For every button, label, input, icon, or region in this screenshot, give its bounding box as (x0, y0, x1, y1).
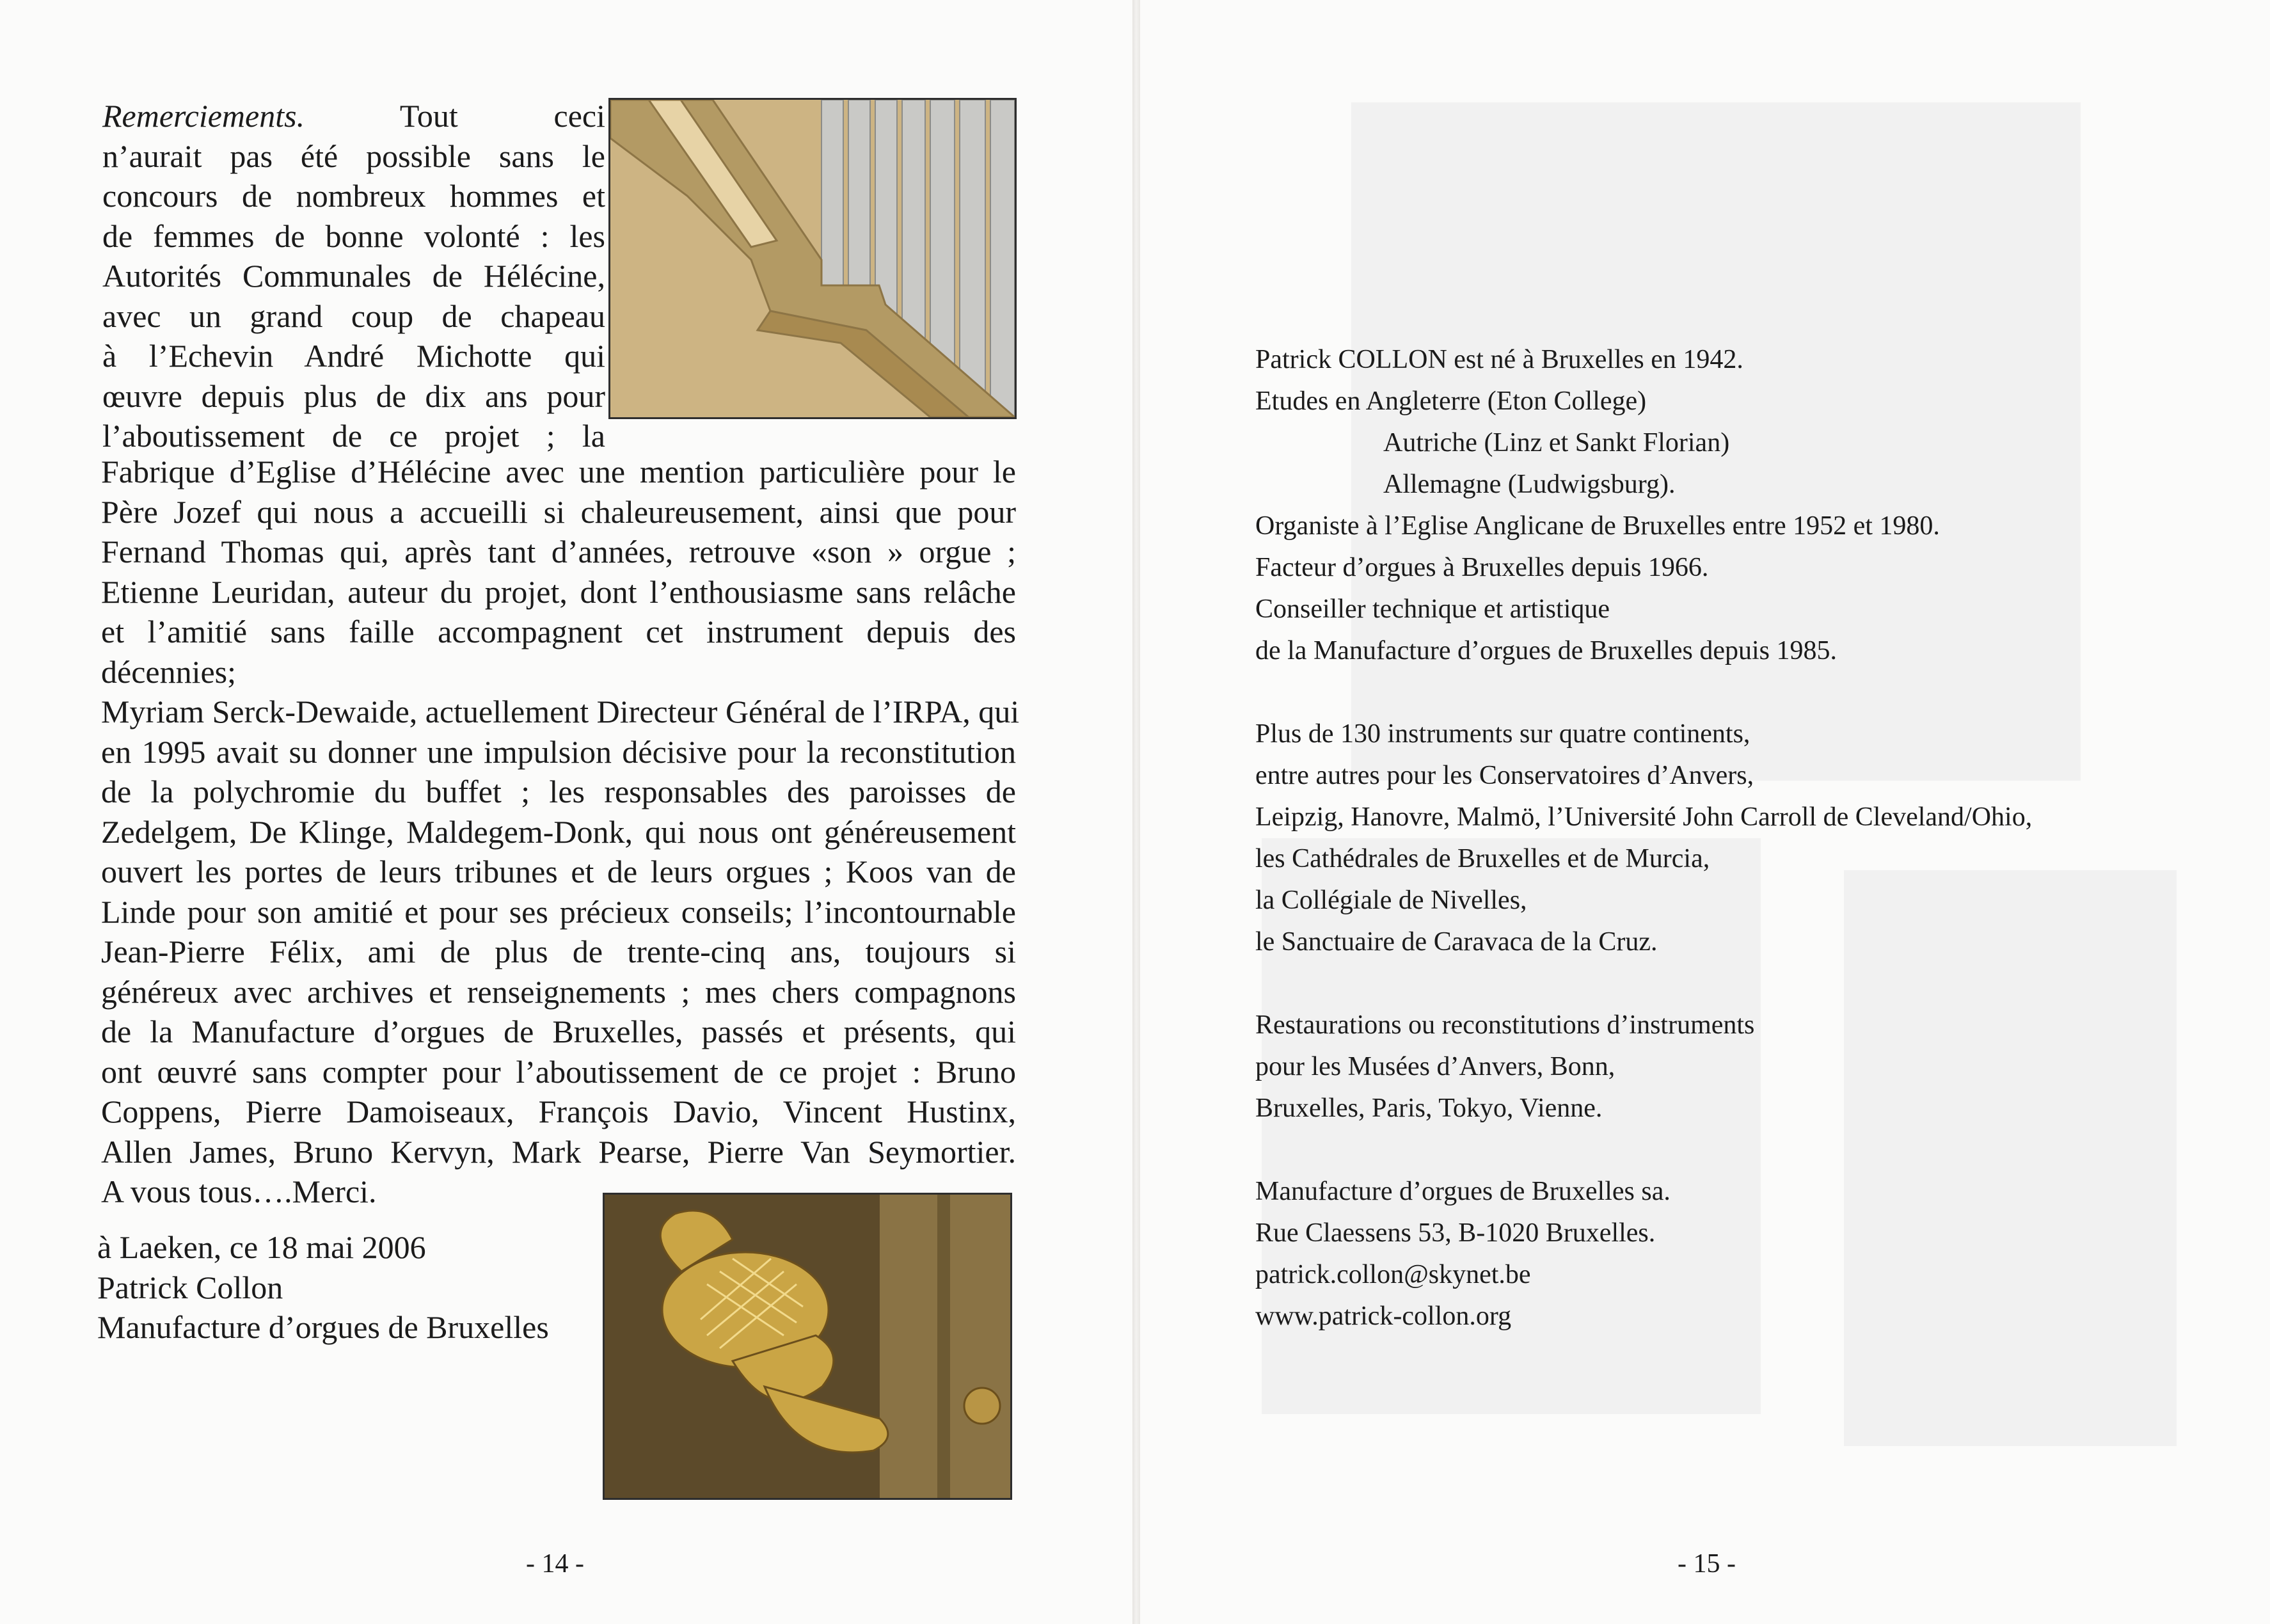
body-line: Zedelgem, De Klinge, Maldegem-Donk, qui nous ont généreusement (101, 813, 1016, 850)
paragraph-gap (1255, 963, 2032, 1005)
page-number: - 15 - (1678, 1549, 1736, 1579)
bio-line: Plus de 130 instruments sur quatre continents, (1255, 719, 1750, 749)
signoff-block (97, 1227, 549, 1348)
body-line: et l’amitié sans faille accompagnent cet instrument depuis des (101, 614, 1016, 649)
body-line: Allen James, Bruno Kervyn, Mark Pearse, Pierre Van Seymortier. (101, 1133, 1016, 1170)
lead-line: de femmes de bonne volonté : les (102, 218, 605, 254)
bio-line: Allemagne (Ludwigsburg). (1383, 470, 1676, 499)
bio-line: Patrick COLLON est né à Bruxelles en 1942. (1255, 345, 1743, 374)
body-line: Jean-Pierre Félix, ami de plus de trente-cinq ans, toujours si (101, 934, 1016, 969)
bio-line: le Sanctuaire de Caravaca de la Cruz. (1255, 927, 1658, 957)
lead-line (102, 96, 605, 136)
body-line: en 1995 avait su donner une impulsion décisive pour la reconstitution (101, 733, 1016, 770)
lead-line: l’aboutissement de ce projet ; la (102, 418, 605, 454)
page-number: - 14 - (526, 1549, 584, 1579)
carved-ornament-illustration (605, 1195, 1010, 1498)
bio-line: Leipzig, Hanovre, Malmö, l’Université John Carroll de Cleveland/Ohio, (1255, 802, 2033, 832)
website-text: www.patrick-collon.org (1255, 1302, 1512, 1331)
body-line: Linde pour son amitié et pour ses précieux conseils; l’incontournable (101, 893, 1016, 930)
lead-line: avec un grand coup de chapeau (102, 298, 605, 334)
signoff-name: Patrick Collon (97, 1269, 283, 1305)
left-page (0, 0, 1132, 1624)
lead-line: à l’Echevin André Michotte qui (102, 338, 605, 374)
signoff-org: Manufacture d’orgues de Bruxelles (97, 1309, 549, 1345)
body-line: Myriam Serck-Dewaide, actuellement Directeur Général de l’IRPA, qui (101, 694, 1020, 729)
bio-line: Rue Claessens 53, B-1020 Bruxelles. (1255, 1218, 1656, 1248)
email-text: patrick.collon@skynet.be (1255, 1260, 1531, 1289)
bio-line: Manufacture d’orgues de Bruxelles sa. (1255, 1177, 1671, 1206)
bio-line: Bruxelles, Paris, Tokyo, Vienne. (1255, 1094, 1603, 1123)
signoff-date: à Laeken, ce 18 mai 2006 (97, 1229, 426, 1265)
lead-line: Autorités Communales de Hélécine, (102, 258, 605, 294)
bio-line: Restaurations ou reconstitutions d’instruments (1255, 1010, 1755, 1040)
paragraph-gap (1255, 1129, 2032, 1171)
body-line: Fabrique d’Eglise d’Hélécine avec une mention particulière pour le (101, 454, 1016, 490)
body-line: Etienne Leuridan, auteur du projet, dont l’enthousiasme sans relâche (101, 573, 1016, 610)
carved-ornament-photo (603, 1193, 1012, 1500)
body-line: Fernand Thomas qui, après tant d’années, retrouve «son » orgue ; (101, 534, 1016, 569)
body-line: Père Jozef qui nous a accueilli si chaleureusement, ainsi que pour (101, 493, 1016, 530)
lead-paragraph (102, 96, 605, 456)
bio-line: entre autres pour les Conservatoires d’Anvers, (1255, 761, 1754, 790)
bio-line: Conseiller technique et artistique (1255, 594, 1610, 624)
body-line: de la Manufacture d’orgues de Bruxelles, passés et présents, qui (101, 1014, 1016, 1049)
body-line: ouvert les portes de leurs tribunes et de leurs orgues ; Koos van de (101, 854, 1016, 889)
paragraph-gap (1255, 672, 2032, 713)
book-gutter (1132, 0, 1140, 1624)
lead-line-text: Tout ceci (305, 98, 605, 134)
right-page (1140, 0, 2270, 1624)
bio-line: les Cathédrales de Bruxelles et de Murcia, (1255, 844, 1710, 873)
body-line: de la polychromie du buffet ; les responsables des paroisses de (101, 774, 1016, 809)
bio-line: pour les Musées d’Anvers, Bonn, (1255, 1052, 1615, 1081)
bio-line: Organiste à l’Eglise Anglicane de Bruxelles entre 1952 et 1980. (1255, 511, 1940, 541)
lead-line: œuvre depuis plus de dix ans pour (102, 378, 605, 414)
bio-line: de la Manufacture d’orgues de Bruxelles depuis 1985. (1255, 636, 1837, 665)
bio-line: Facteur d’orgues à Bruxelles depuis 1966. (1255, 553, 1709, 582)
organ-pipes-photo (608, 98, 1017, 419)
biography-text (1255, 339, 2032, 1337)
bio-line: Etudes en Angleterre (Eton College) (1255, 386, 1647, 416)
body-text (101, 452, 1020, 1212)
bio-line: Autriche (Linz et Sankt Florian) (1383, 428, 1730, 458)
organ-pipes-illustration (610, 100, 1015, 417)
bio-line: la Collégiale de Nivelles, (1255, 886, 1527, 915)
body-line: Coppens, Pierre Damoiseaux, François Davio, Vincent Hustinx, (101, 1094, 1016, 1129)
intro-word: Remerciements. (102, 98, 305, 134)
body-line: A vous tous….Merci. (101, 1174, 377, 1209)
body-line: généreux avec archives et renseignements ; mes chers compagnons (101, 973, 1016, 1010)
lead-line: concours de nombreux hommes et (102, 178, 605, 214)
body-line: ont œuvré sans compter pour l’aboutissement de ce projet : Bruno (101, 1053, 1016, 1090)
lead-line: n’aurait pas été possible sans le (102, 138, 605, 174)
body-line: décennies; (101, 653, 237, 690)
